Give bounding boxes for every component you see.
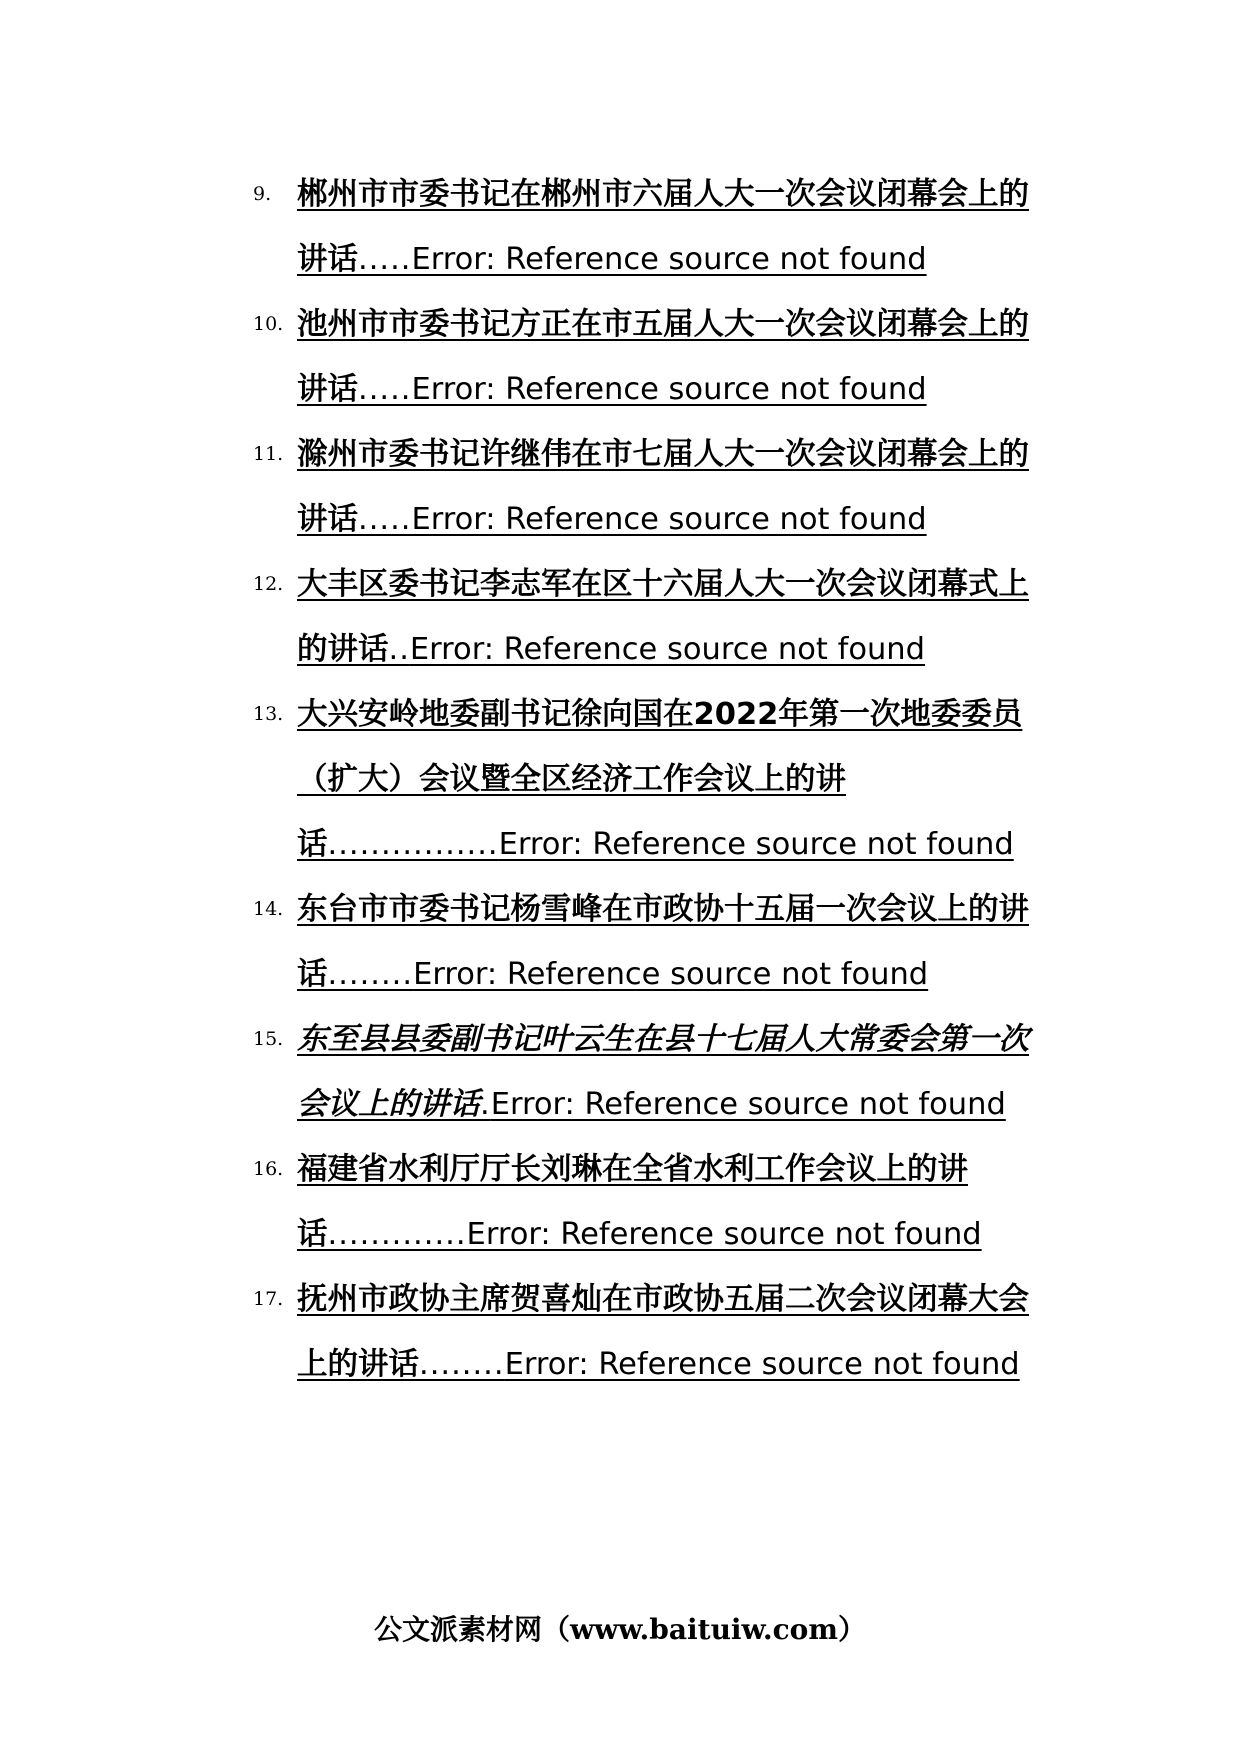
toc-entry-leader: ........ (419, 1347, 505, 1382)
toc-entry-link[interactable] (297, 1137, 1050, 1267)
toc-entry-number: 17. (253, 1288, 284, 1310)
toc-entry-number: 10. (253, 313, 284, 335)
toc-entry-error: Error: Reference source not found (498, 827, 1014, 862)
toc-entry-leader: ..... (358, 502, 412, 537)
toc-entry-number: 11. (253, 443, 284, 465)
toc-entry (250, 1267, 1050, 1397)
toc-entry-title: 抚州市政协主席贺喜灿在市政协五届二次会议闭幕大会上的讲话 (297, 1282, 1029, 1382)
toc-entry-title: 大丰区委书记李志军在区十六届人大一次会议闭幕式上的讲话 (297, 567, 1029, 667)
toc-entry-error: Error: Reference source not found (504, 1347, 1020, 1382)
footer-watermark: 公文派素材网（www.baituiw.com） (374, 1613, 866, 1646)
toc-entry-error: Error: Reference source not found (411, 372, 927, 407)
toc-entry-title: 滁州市委书记许继伟在市七届人大一次会议闭幕会上的讲话 (297, 437, 1029, 537)
toc-entry-leader: ........ (327, 957, 414, 992)
toc-entry-error: Error: Reference source not found (413, 957, 929, 992)
toc-entry (250, 292, 1050, 422)
toc-entry-leader: ................ (327, 827, 499, 862)
toc-entry-link[interactable] (297, 1007, 1050, 1137)
toc-entry (250, 422, 1050, 552)
toc-entry-number: 9. (253, 183, 272, 205)
toc-entry-error: Error: Reference source not found (411, 242, 927, 277)
toc-entry-number: 14. (253, 898, 284, 920)
toc-entry-link[interactable] (297, 1267, 1050, 1397)
toc-entry-title: 大兴安岭地委副书记徐向国在2022年第一次地委委员（扩大）会议暨全区经济工作会议上的讲话 (297, 697, 1023, 862)
toc-entry (250, 1007, 1050, 1137)
table-of-contents (250, 162, 1050, 1397)
toc-entry-error: Error: Reference source not found (411, 502, 927, 537)
toc-entry-title: 东至县县委副书记叶云生在县十七届人大常委会第一次会议上的讲话 (297, 1022, 1029, 1122)
toc-entry-title: 福建省水利厅厅长刘琳在全省水利工作会议上的讲话 (297, 1152, 968, 1252)
toc-entry-link[interactable] (297, 552, 1050, 682)
toc-entry-leader: .. (388, 632, 410, 667)
toc-entry-link[interactable] (297, 422, 1050, 552)
toc-entry-leader: . (480, 1087, 491, 1122)
toc-entry-error: Error: Reference source not found (466, 1217, 982, 1252)
toc-entry (250, 552, 1050, 682)
toc-entry-leader: ..... (358, 242, 412, 277)
toc-entry-leader: ............. (327, 1217, 467, 1252)
toc-entry (250, 877, 1050, 1007)
toc-entry (250, 1137, 1050, 1267)
toc-entry (250, 162, 1050, 292)
toc-entry-number: 13. (253, 703, 284, 725)
toc-entry-link[interactable] (297, 162, 1050, 292)
toc-entry-title: 东台市市委书记杨雪峰在市政协十五届一次会议上的讲话 (297, 892, 1029, 992)
toc-entry-number: 12. (253, 573, 284, 595)
toc-entry-number: 15. (253, 1028, 284, 1050)
toc-entry (250, 682, 1050, 877)
toc-entry-link[interactable] (297, 877, 1050, 1007)
toc-entry-error: Error: Reference source not found (409, 632, 925, 667)
toc-entry-number: 16. (253, 1158, 284, 1180)
toc-entry-link[interactable] (297, 682, 1050, 877)
toc-entry-leader: ..... (358, 372, 412, 407)
toc-entry-title: 郴州市市委书记在郴州市六届人大一次会议闭幕会上的讲话 (297, 177, 1029, 277)
toc-entry-error: Error: Reference source not found (490, 1087, 1006, 1122)
toc-entry-title: 池州市市委书记方正在市五届人大一次会议闭幕会上的讲话 (297, 307, 1029, 407)
toc-entry-link[interactable] (297, 292, 1050, 422)
